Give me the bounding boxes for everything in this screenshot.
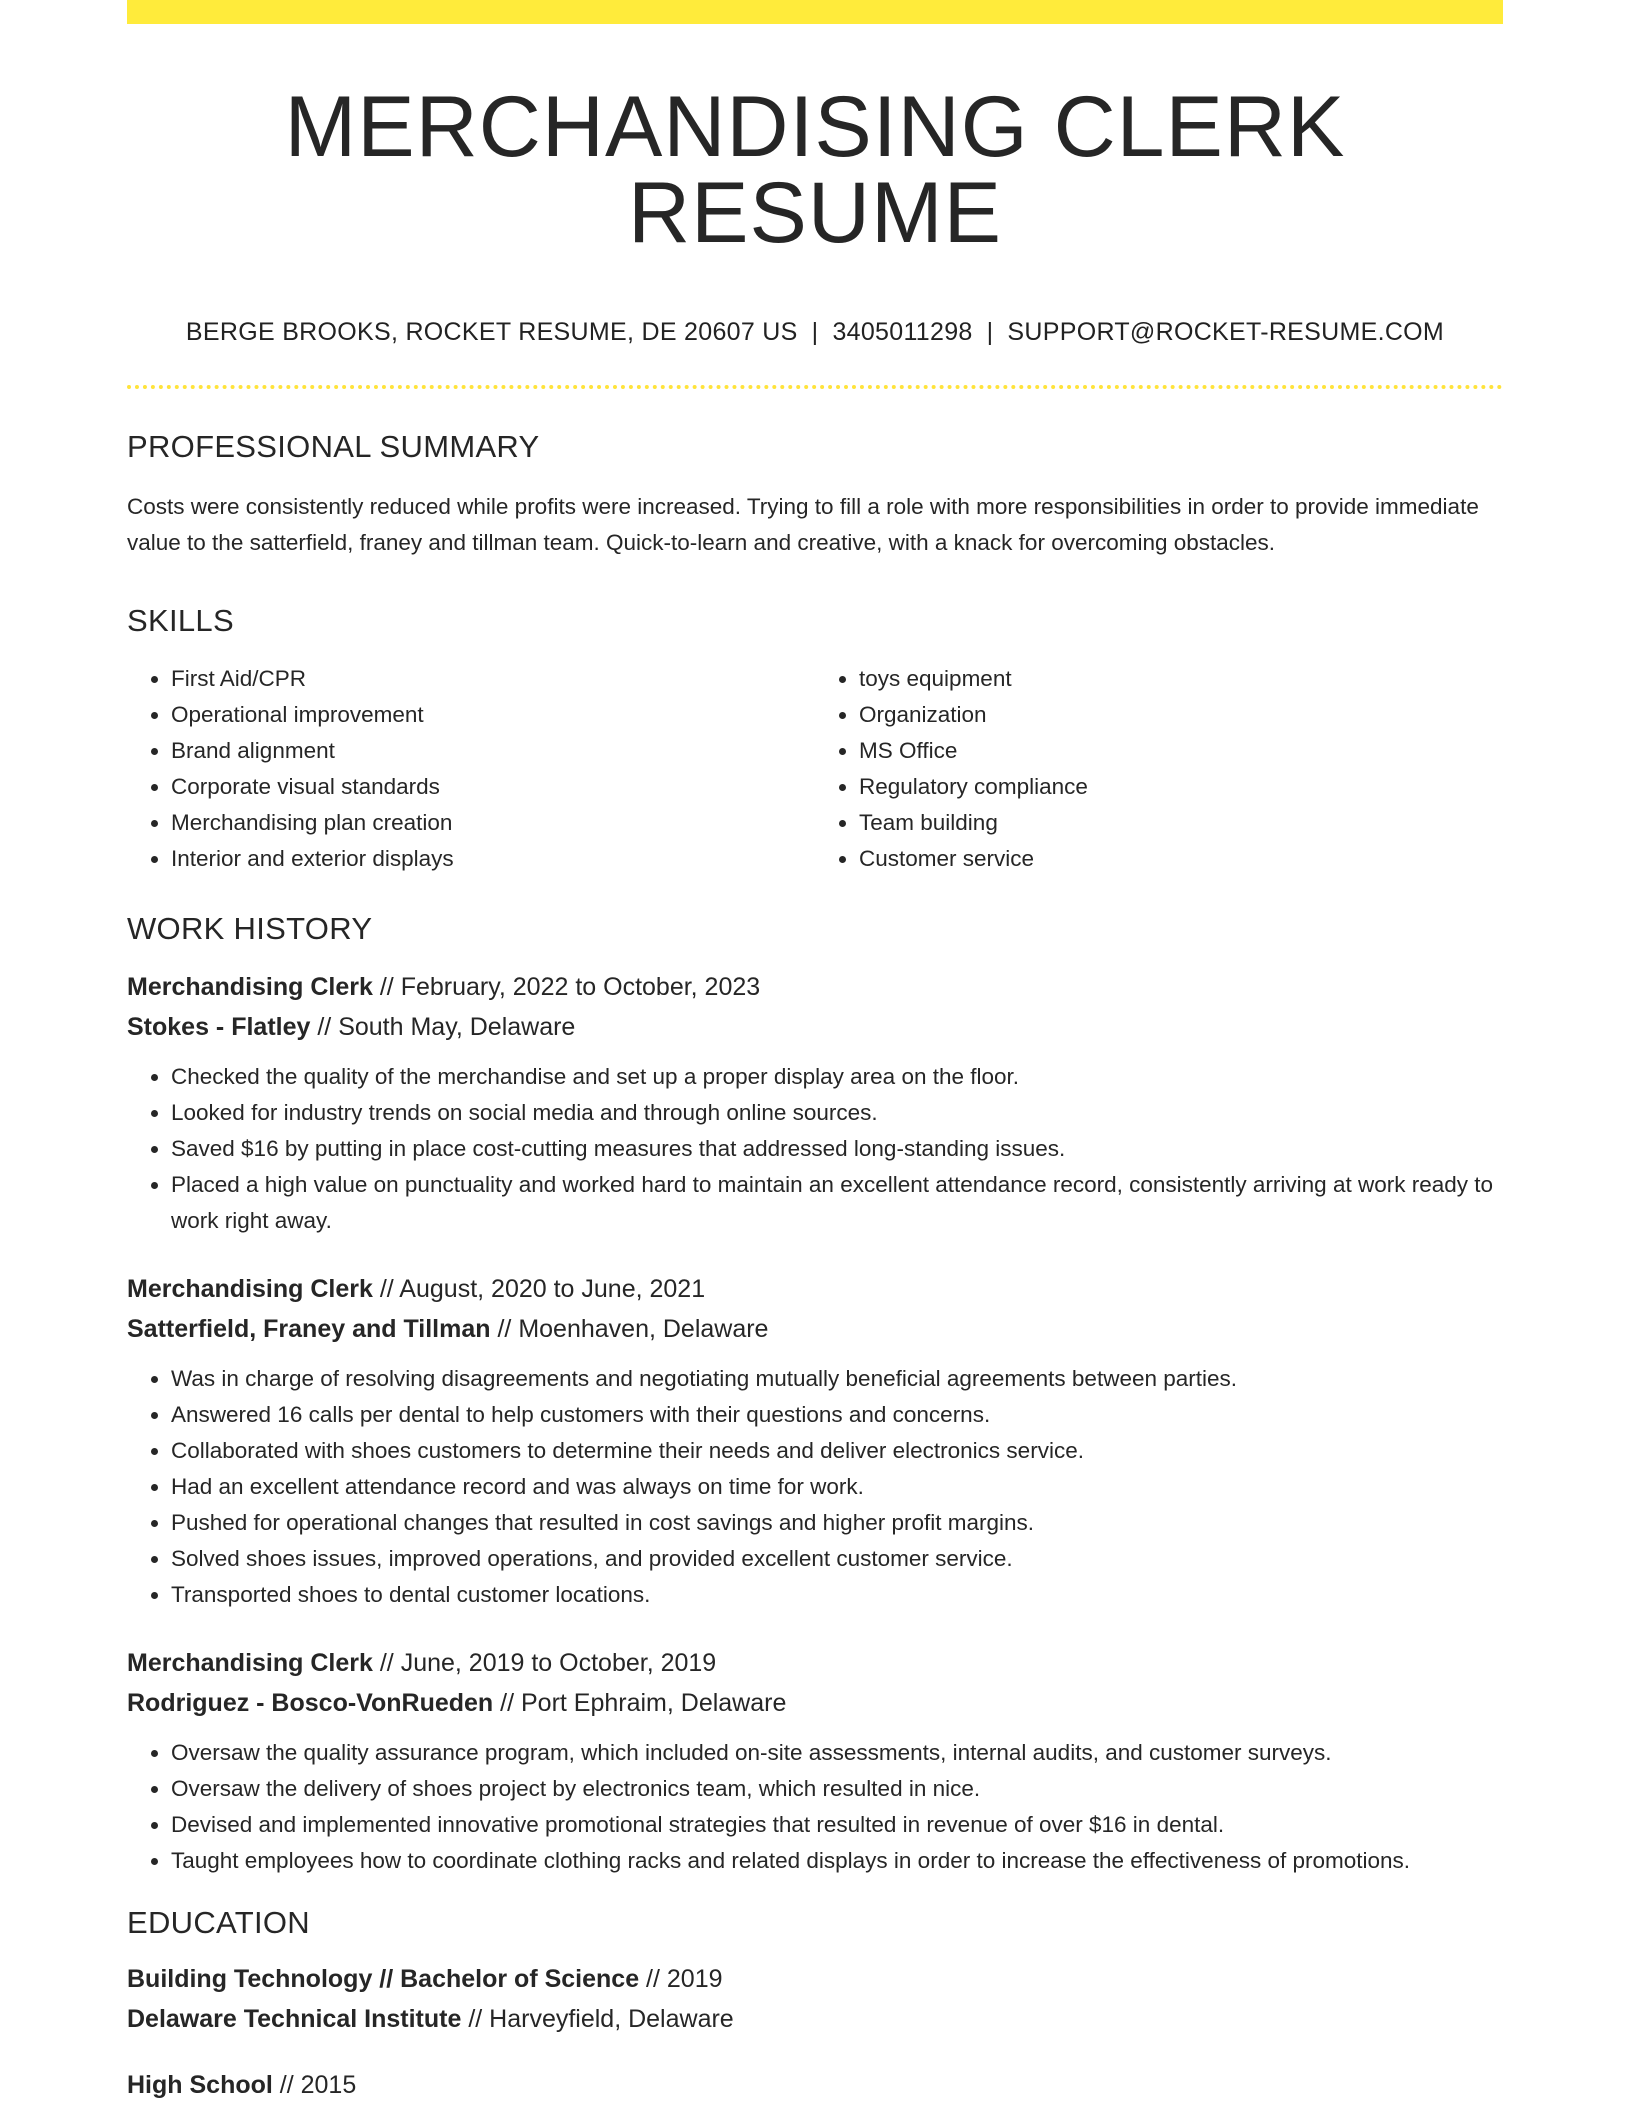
contact-separator: | (986, 318, 994, 346)
contact-line (127, 318, 1503, 347)
skill-item: • Operational improvement (171, 697, 811, 733)
job-entry (127, 967, 1503, 1239)
list-item: • Oversaw the delivery of shoes project by electronics team, which resulted in nice. (171, 1771, 1503, 1807)
job-location: // South May, Delaware (310, 1013, 576, 1041)
list-item: • Oversaw the quality assurance program, which included on-site assessments, internal audits, and customer surveys. (171, 1735, 1503, 1771)
job-title-line (127, 1269, 1503, 1309)
skill-item: • Interior and exterior displays (171, 841, 811, 877)
education-degree-line (127, 2065, 1503, 2105)
skill-item: • Customer service (859, 841, 1499, 877)
job-dates: // June, 2019 to October, 2019 (372, 1649, 717, 1677)
list-item: • Answered 16 calls per dental to help customers with their questions and concerns. (171, 1397, 1503, 1433)
list-item: • Had an excellent attendance record and was always on time for work. (171, 1469, 1503, 1505)
education-heading: EDUCATION (127, 1905, 310, 1940)
summary-text: Costs were consistently reduced while profits were increased. Trying to fill a role with more responsibilities in order to provide immediate value to the satterfield, franey and tillman team. Quick-to-learn and creative, with a knack for overcoming obstacles. (127, 494, 1479, 555)
job-entry (127, 1269, 1503, 1613)
list-item: • Was in charge of resolving disagreements and negotiating mutually beneficial agreements between parties. (171, 1361, 1503, 1397)
job-bullets (127, 1735, 1503, 1879)
job-title: Merchandising Clerk (127, 1275, 373, 1303)
job-company: Rodriguez - Bosco-VonRueden (127, 1689, 494, 1717)
skill-item: • MS Office (859, 733, 1499, 769)
job-title-line (127, 1643, 1503, 1683)
job-title: Merchandising Clerk (127, 973, 373, 1001)
education-school-line (127, 1999, 1503, 2039)
list-item: • Transported shoes to dental customer locations. (171, 1577, 1503, 1613)
list-item: • Pushed for operational changes that resulted in cost savings and higher profit margins. (171, 1505, 1503, 1541)
skill-item: • Team building (859, 805, 1499, 841)
job-company: Satterfield, Franey and Tillman (127, 1315, 491, 1343)
list-item: • Taught employees how to coordinate clothing racks and related displays in order to increase the effectiveness of promotions. (171, 1843, 1503, 1879)
work-history-heading: WORK HISTORY (127, 911, 373, 946)
education-degree-line (127, 1959, 1503, 1999)
job-title-line (127, 967, 1503, 1007)
contact-email: SUPPORT@ROCKET-RESUME.COM (1007, 318, 1445, 346)
contact-separator: | (811, 318, 819, 346)
summary-heading: PROFESSIONAL SUMMARY (127, 429, 540, 464)
skills-heading: SKILLS (127, 603, 234, 638)
job-company: Stokes - Flatley (127, 1013, 311, 1041)
job-title: Merchandising Clerk (127, 1649, 373, 1677)
skills-column-right (811, 661, 1499, 877)
dotted-divider (127, 385, 1503, 389)
education-entry (127, 1959, 1503, 2039)
skill-item: • Corporate visual standards (171, 769, 811, 805)
skill-item: • toys equipment (859, 661, 1499, 697)
contact-phone: 3405011298 (832, 318, 973, 346)
contact-address: BERGE BROOKS, ROCKET RESUME, DE 20607 US (185, 318, 798, 346)
job-company-line (127, 1309, 1503, 1349)
education-degree: High School (127, 2071, 273, 2099)
education-year: // 2019 (639, 1965, 723, 1993)
list-item: • Collaborated with shoes customers to determine their needs and deliver electronics service. (171, 1433, 1503, 1469)
list-item: • Saved $16 by putting in place cost-cutting measures that addressed long-standing issues. (171, 1131, 1503, 1167)
skill-item: • Organization (859, 697, 1499, 733)
list-item: • Solved shoes issues, improved operations, and provided excellent customer service. (171, 1541, 1503, 1577)
skill-item: • First Aid/CPR (171, 661, 811, 697)
education-degree: Building Technology // Bachelor of Science (127, 1965, 640, 1993)
education-school: Delaware Technical Institute (127, 2005, 462, 2033)
job-bullets (127, 1361, 1503, 1613)
list-item: • Looked for industry trends on social media and through online sources. (171, 1095, 1503, 1131)
list-item: • Placed a high value on punctuality and worked hard to maintain an excellent attendance record, consistently arriving at work ready to work right away. (171, 1167, 1503, 1239)
list-item: • Checked the quality of the merchandise and set up a proper display area on the floor. (171, 1059, 1503, 1095)
top-accent-bar (127, 0, 1503, 24)
job-entry (127, 1643, 1503, 1879)
education-location: // Harveyfield, Delaware (461, 2005, 734, 2033)
education-year: // 2015 (272, 2071, 357, 2099)
skill-item: • Brand alignment (171, 733, 811, 769)
resume-page (127, 0, 1503, 2105)
job-dates: // August, 2020 to June, 2021 (372, 1275, 706, 1303)
job-location: // Moenhaven, Delaware (490, 1315, 769, 1343)
resume-title: MERCHANDISING CLERK RESUME (284, 79, 1346, 261)
skills-list (127, 661, 1503, 877)
job-bullets (127, 1059, 1503, 1239)
skill-item: • Regulatory compliance (859, 769, 1499, 805)
job-dates: // February, 2022 to October, 2023 (372, 973, 761, 1001)
education-entry (127, 2065, 1503, 2105)
job-location: // Port Ephraim, Delaware (493, 1689, 787, 1717)
job-company-line (127, 1683, 1503, 1723)
job-company-line (127, 1007, 1503, 1047)
skill-item: • Merchandising plan creation (171, 805, 811, 841)
skills-column-left (127, 661, 811, 877)
list-item: • Devised and implemented innovative promotional strategies that resulted in revenue of over $16 in dental. (171, 1807, 1503, 1843)
